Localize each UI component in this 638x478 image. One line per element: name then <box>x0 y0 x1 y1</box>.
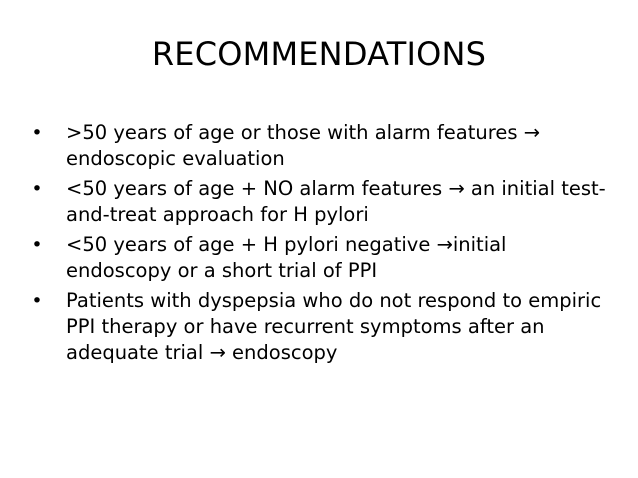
bullet-icon: • <box>31 178 43 200</box>
bullet-text: <50 years of age + H pylori negative →initial endoscopy or a short trial of PPI <box>66 233 507 282</box>
bullet-icon: • <box>31 290 43 312</box>
bullet-item <box>30 120 615 172</box>
bullet-icon: • <box>31 122 43 144</box>
bullet-item <box>30 288 615 366</box>
bullet-text: Patients with dyspepsia who do not respond to empiric PPI therapy or have recurrent symptoms after an adequate trial → endoscopy <box>66 289 602 364</box>
bullet-list <box>30 120 615 370</box>
bullet-icon: • <box>31 234 43 256</box>
bullet-item <box>30 176 615 228</box>
bullet-text: <50 years of age + NO alarm features → an initial test-and-treat approach for H pylori <box>66 177 606 226</box>
bullet-text: >50 years of age or those with alarm features → endoscopic evaluation <box>66 121 541 170</box>
bullet-item <box>30 232 615 284</box>
slide-title: RECOMMENDATIONS <box>151 35 487 73</box>
